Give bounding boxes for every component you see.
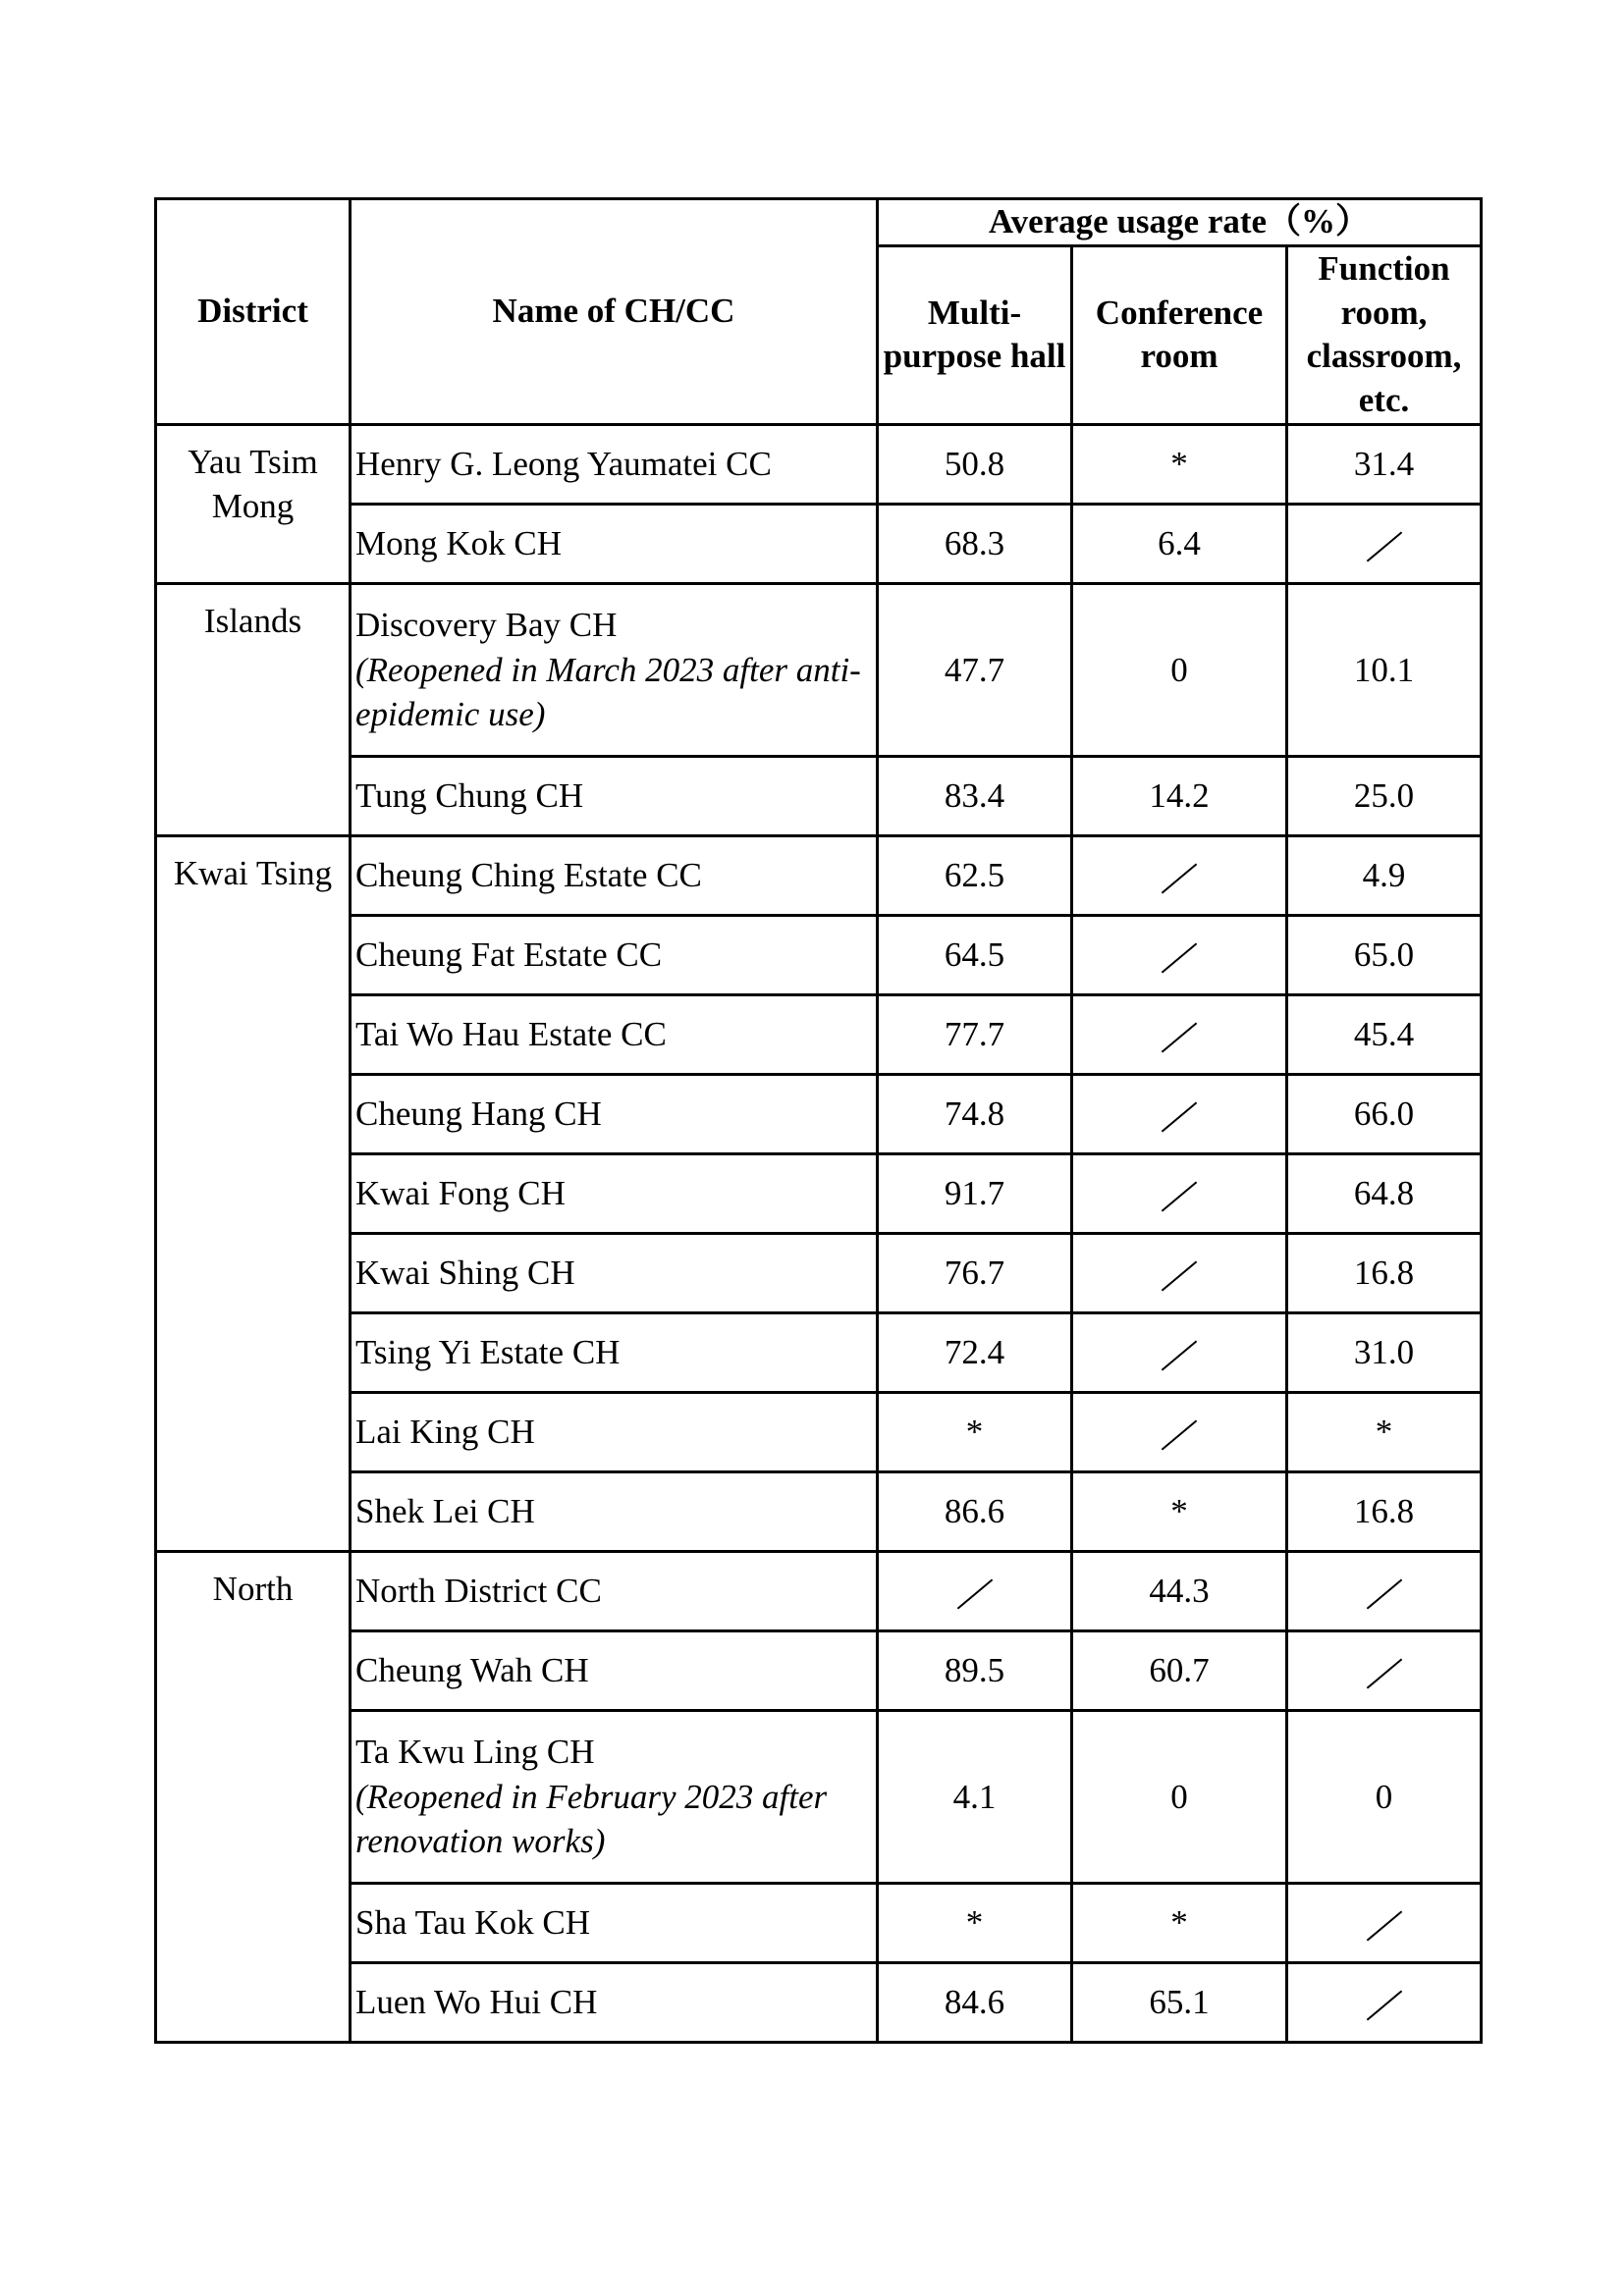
reopening-note: (Reopened in March 2023 after anti-epidemic use) <box>355 650 861 734</box>
cell-value: 76.7 <box>944 1254 1005 1293</box>
function-room-rate-cell <box>1287 756 1482 835</box>
function-room-rate-cell <box>1287 504 1482 583</box>
multi-purpose-hall-rate-cell <box>878 1233 1072 1312</box>
cell-value: 83.4 <box>944 776 1005 816</box>
facility-name-cell <box>351 583 878 756</box>
function-room-header: Function room, classroom, etc. <box>1287 245 1482 424</box>
facility-name-cell <box>351 994 878 1074</box>
cell-value: 72.4 <box>944 1333 1005 1372</box>
conference-room-rate-cell <box>1072 1153 1287 1233</box>
cell-value: 74.8 <box>944 1095 1005 1134</box>
table-row <box>156 835 1482 915</box>
diagonal-slash-icon <box>955 1579 995 1609</box>
district-cell: Yau Tsim Mong <box>156 424 351 583</box>
cell-value: * <box>965 1903 984 1943</box>
multi-purpose-hall-rate-cell <box>878 1710 1072 1883</box>
function-room-rate-cell <box>1287 1630 1482 1710</box>
table-row <box>156 1962 1482 2042</box>
facility-name-cell <box>351 756 878 835</box>
conference-room-rate-cell <box>1072 915 1287 994</box>
function-room-rate-cell <box>1287 1710 1482 1883</box>
cell-value: * <box>1170 445 1188 484</box>
function-room-rate-cell <box>1287 1074 1482 1153</box>
cell-value: 45.4 <box>1353 1015 1415 1054</box>
multi-purpose-hall-rate-cell <box>878 1630 1072 1710</box>
multi-purpose-hall-rate-cell <box>878 424 1072 504</box>
cell-value: 65.1 <box>1149 1983 1210 2022</box>
diagonal-slash-icon <box>1365 1579 1404 1609</box>
multi-purpose-hall-rate-cell <box>878 1392 1072 1471</box>
facility-name-cell <box>351 1153 878 1233</box>
diagonal-slash-icon <box>1160 1341 1199 1370</box>
cell-value: 47.7 <box>944 650 1005 689</box>
function-room-rate-cell <box>1287 1392 1482 1471</box>
cell-value: 44.3 <box>1149 1572 1210 1611</box>
facility-name: Tsing Yi Estate CH <box>355 1333 621 1372</box>
table-row <box>156 1471 1482 1551</box>
multi-purpose-hall-rate-cell <box>878 1153 1072 1233</box>
conference-room-rate-cell <box>1072 835 1287 915</box>
cell-value: 25.0 <box>1353 776 1415 816</box>
facility-name-cell <box>351 1392 878 1471</box>
multi-purpose-hall-header: Multi-purpose hall <box>878 245 1072 424</box>
function-room-rate-cell <box>1287 1312 1482 1392</box>
cell-value: 66.0 <box>1353 1095 1415 1134</box>
diagonal-slash-icon <box>1160 1102 1199 1132</box>
function-room-rate-cell <box>1287 1962 1482 2042</box>
multi-purpose-hall-rate-cell <box>878 1883 1072 1962</box>
function-room-rate-cell <box>1287 1153 1482 1233</box>
facility-name-cell <box>351 1883 878 1962</box>
conference-room-rate-cell <box>1072 504 1287 583</box>
facility-name: Ta Kwu Ling CH <box>355 1733 595 1772</box>
multi-purpose-hall-rate-cell <box>878 994 1072 1074</box>
diagonal-slash-icon <box>1160 1023 1199 1052</box>
conference-room-rate-cell <box>1072 583 1287 756</box>
diagonal-slash-icon <box>1160 864 1199 893</box>
table-row <box>156 583 1482 756</box>
usage-rate-table <box>154 197 1483 2044</box>
facility-name-cell <box>351 1962 878 2042</box>
conference-room-rate-cell <box>1072 1233 1287 1312</box>
facility-name: Cheung Hang CH <box>355 1095 602 1134</box>
function-room-rate-cell <box>1287 994 1482 1074</box>
multi-purpose-hall-rate-cell <box>878 915 1072 994</box>
facility-name: Mong Kok CH <box>355 524 563 563</box>
facility-name: Cheung Fat Estate CC <box>355 935 663 975</box>
function-room-rate-cell <box>1287 1551 1482 1630</box>
reopening-note: (Reopened in February 2023 after renovation works) <box>355 1777 828 1861</box>
facility-name: Kwai Fong CH <box>355 1174 566 1213</box>
facility-name-cell <box>351 1074 878 1153</box>
facility-name: Kwai Shing CH <box>355 1254 575 1293</box>
conference-room-rate-cell <box>1072 1630 1287 1710</box>
cell-value: 31.0 <box>1353 1333 1415 1372</box>
conference-room-rate-cell <box>1072 1312 1287 1392</box>
facility-name: Shek Lei CH <box>355 1492 535 1531</box>
facility-name-cell <box>351 1233 878 1312</box>
diagonal-slash-icon <box>1365 1659 1404 1688</box>
cell-value: 84.6 <box>944 1983 1005 2022</box>
cell-value: 60.7 <box>1149 1651 1210 1690</box>
multi-purpose-hall-rate-cell <box>878 583 1072 756</box>
diagonal-slash-icon <box>1365 532 1404 561</box>
cell-value: 0 <box>1170 650 1188 689</box>
cell-value: 64.5 <box>944 935 1005 975</box>
table-header <box>156 199 1482 425</box>
table-row <box>156 1312 1482 1392</box>
cell-value: 91.7 <box>944 1174 1005 1213</box>
facility-name: Discovery Bay CH <box>355 606 618 645</box>
facility-name-cell <box>351 1551 878 1630</box>
cell-value: * <box>965 1413 984 1452</box>
table-row <box>156 756 1482 835</box>
table-row <box>156 1233 1482 1312</box>
facility-name: Luen Wo Hui CH <box>355 1983 598 2022</box>
diagonal-slash-icon <box>1365 1911 1404 1941</box>
facility-name: North District CC <box>355 1572 602 1611</box>
district-cell: Kwai Tsing <box>156 835 351 1551</box>
table-body <box>156 424 1482 2042</box>
function-room-rate-cell <box>1287 583 1482 756</box>
conference-room-rate-cell <box>1072 756 1287 835</box>
cell-value: 68.3 <box>944 524 1005 563</box>
facility-name: Henry G. Leong Yaumatei CC <box>355 445 772 484</box>
cell-value: * <box>1170 1492 1188 1531</box>
average-usage-rate-header: Average usage rate（%） <box>878 199 1482 246</box>
conference-room-rate-cell <box>1072 1471 1287 1551</box>
facility-name-cell <box>351 1471 878 1551</box>
table-row <box>156 994 1482 1074</box>
conference-room-rate-cell <box>1072 1392 1287 1471</box>
table-row <box>156 1074 1482 1153</box>
function-room-rate-cell <box>1287 915 1482 994</box>
conference-room-rate-cell <box>1072 994 1287 1074</box>
facility-name-cell <box>351 1710 878 1883</box>
diagonal-slash-icon <box>1160 943 1199 973</box>
diagonal-slash-icon <box>1160 1261 1199 1291</box>
cell-value: 86.6 <box>944 1492 1005 1531</box>
multi-purpose-hall-rate-cell <box>878 1962 1072 2042</box>
diagonal-slash-icon <box>1365 1991 1404 2020</box>
multi-purpose-hall-rate-cell <box>878 756 1072 835</box>
cell-value: 4.9 <box>1362 856 1406 895</box>
facility-name: Lai King CH <box>355 1413 535 1452</box>
function-room-rate-cell <box>1287 1233 1482 1312</box>
facility-name: Tung Chung CH <box>355 776 584 816</box>
cell-value: 16.8 <box>1353 1254 1415 1293</box>
facility-name: Sha Tau Kok CH <box>355 1903 590 1943</box>
facility-name-cell <box>351 1630 878 1710</box>
district-header: District <box>156 199 351 425</box>
cell-value: 6.4 <box>1158 524 1201 563</box>
conference-room-rate-cell <box>1072 1883 1287 1962</box>
conference-room-rate-cell <box>1072 1074 1287 1153</box>
cell-value: 10.1 <box>1353 650 1415 689</box>
cell-value: 0 <box>1170 1777 1188 1816</box>
function-room-rate-cell <box>1287 424 1482 504</box>
table-row <box>156 1551 1482 1630</box>
multi-purpose-hall-rate-cell <box>878 835 1072 915</box>
cell-value: 0 <box>1375 1777 1393 1816</box>
district-cell: North <box>156 1551 351 2042</box>
facility-name-cell <box>351 915 878 994</box>
cell-value: 14.2 <box>1149 776 1210 816</box>
table-row <box>156 424 1482 504</box>
facility-name-cell <box>351 1312 878 1392</box>
multi-purpose-hall-rate-cell <box>878 1074 1072 1153</box>
table-row <box>156 1630 1482 1710</box>
facility-name: Cheung Ching Estate CC <box>355 856 702 895</box>
conference-room-rate-cell <box>1072 1962 1287 2042</box>
conference-room-rate-cell <box>1072 424 1287 504</box>
table-row <box>156 1883 1482 1962</box>
table-row <box>156 1392 1482 1471</box>
cell-value: 50.8 <box>944 445 1005 484</box>
multi-purpose-hall-rate-cell <box>878 504 1072 583</box>
facility-name-cell <box>351 835 878 915</box>
facility-name: Cheung Wah CH <box>355 1651 589 1690</box>
function-room-rate-cell <box>1287 1471 1482 1551</box>
facility-name-cell <box>351 504 878 583</box>
function-room-rate-cell <box>1287 1883 1482 1962</box>
multi-purpose-hall-rate-cell <box>878 1312 1072 1392</box>
facility-name-cell <box>351 424 878 504</box>
district-cell: Islands <box>156 583 351 835</box>
cell-value: 65.0 <box>1353 935 1415 975</box>
cell-value: * <box>1170 1903 1188 1943</box>
cell-value: 16.8 <box>1353 1492 1415 1531</box>
diagonal-slash-icon <box>1160 1420 1199 1450</box>
cell-value: 62.5 <box>944 856 1005 895</box>
multi-purpose-hall-rate-cell <box>878 1551 1072 1630</box>
diagonal-slash-icon <box>1160 1182 1199 1211</box>
table-row <box>156 504 1482 583</box>
multi-purpose-hall-rate-cell <box>878 1471 1072 1551</box>
cell-value: 89.5 <box>944 1651 1005 1690</box>
cell-value: 77.7 <box>944 1015 1005 1054</box>
name-header: Name of CH/CC <box>351 199 878 425</box>
conference-room-rate-cell <box>1072 1551 1287 1630</box>
cell-value: * <box>1375 1413 1393 1452</box>
table-row <box>156 1153 1482 1233</box>
cell-value: 31.4 <box>1353 445 1415 484</box>
cell-value: 64.8 <box>1353 1174 1415 1213</box>
conference-room-rate-cell <box>1072 1710 1287 1883</box>
cell-value: 4.1 <box>952 1777 997 1816</box>
function-room-rate-cell <box>1287 835 1482 915</box>
table-row <box>156 1710 1482 1883</box>
table-row <box>156 915 1482 994</box>
facility-name: Tai Wo Hau Estate CC <box>355 1015 667 1054</box>
conference-room-header: Conference room <box>1072 245 1287 424</box>
